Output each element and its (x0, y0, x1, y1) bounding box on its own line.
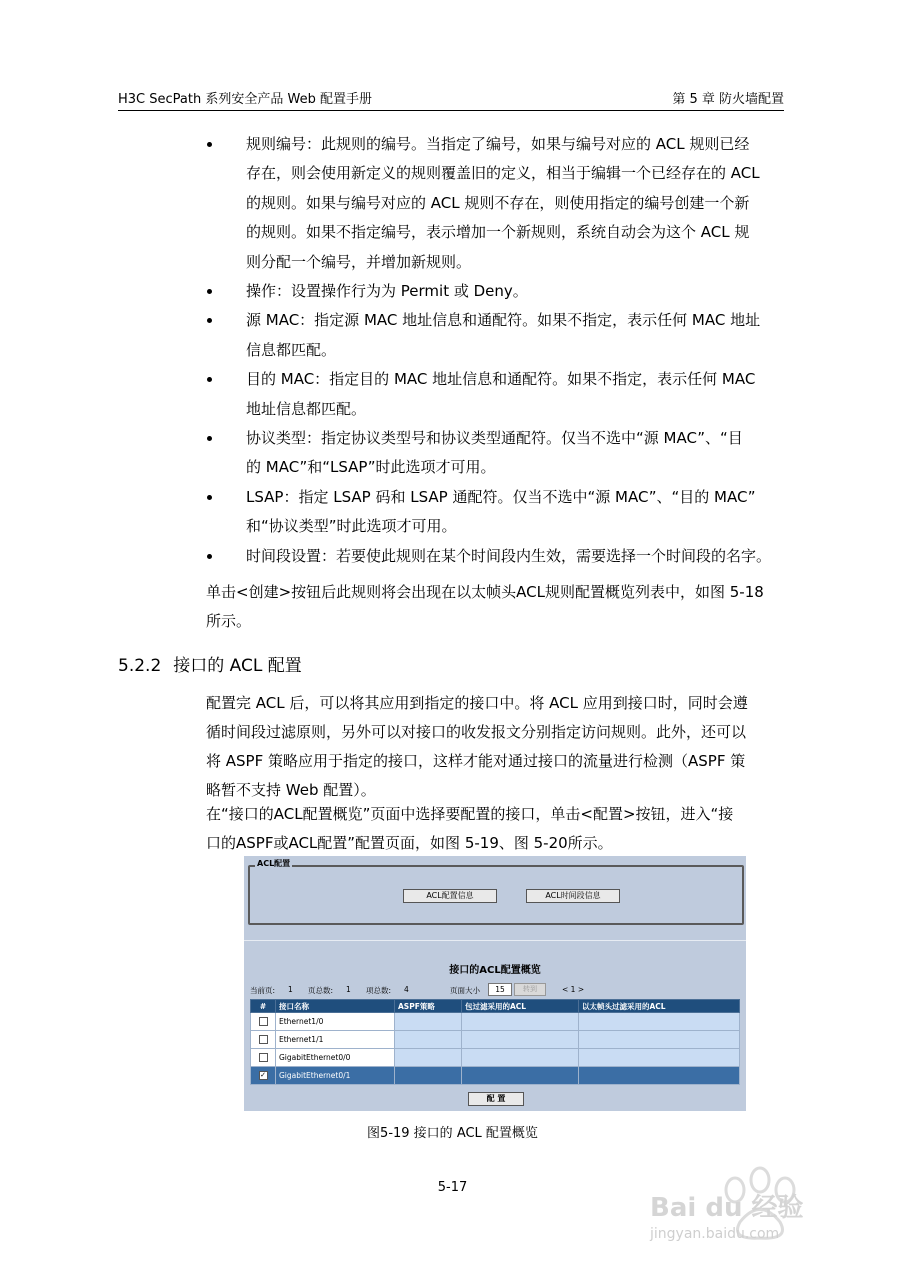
page-number: 5-17 (437, 1180, 468, 1195)
interface-acl-table (250, 999, 740, 1085)
text-line: 地址信息都匹配。 (246, 399, 367, 418)
text-line: 口的ASPF或ACL配置”配置页面，如图 5-19、图 5-20所示。 (206, 834, 613, 852)
bullet-dot-icon (207, 318, 212, 323)
section-title: 接口的 ACL 配置 (173, 656, 302, 676)
bullet-list (204, 130, 788, 571)
empty-cell (579, 1031, 740, 1049)
bullet-dot-icon (207, 377, 212, 382)
bullet-item (204, 277, 788, 306)
table-header-row (251, 1000, 740, 1013)
text-line: 时间段设置：若要使此规则在某个时间段内生效，需要选择一个时间段的名字。 (246, 546, 772, 565)
bullet-item (204, 542, 788, 571)
table-row[interactable] (251, 1013, 740, 1031)
text-line: 则分配一个编号，并增加新规则。 (246, 252, 472, 271)
checkbox-icon[interactable] (259, 1017, 268, 1026)
empty-cell (395, 1049, 462, 1067)
text-line: 配置完 ACL 后，可以将其应用到指定的接口中。将 ACL 应用到接口时，同时会遵 (206, 694, 748, 712)
jump-button[interactable]: 转到 (514, 983, 546, 996)
page-header (118, 86, 784, 111)
text-line: 的 MAC”和“LSAP”时此选项才可用。 (246, 458, 496, 477)
interface-name-cell: Ethernet1/0 (276, 1013, 395, 1031)
text-line: 将 ASPF 策略应用于指定的接口，这样才能对通过接口的流量进行检测（ASPF 策 (206, 752, 746, 770)
bullet-item (204, 365, 788, 424)
watermark-brand-text: Bai du 经验 (650, 1193, 804, 1223)
bullet-dot-icon (207, 436, 212, 441)
divider (244, 940, 746, 941)
total-pages-value: 1 (346, 985, 351, 994)
text-line: 协议类型：指定协议类型号和协议类型通配符。仅当不选中“源 MAC”、“目 (246, 429, 743, 448)
acl-config-info-button[interactable]: ACL配置信息 (403, 889, 497, 903)
row-select-cell (251, 1049, 276, 1067)
section-number: 5.2.2 (118, 656, 162, 676)
watermark-url: jingyan.baidu.com (650, 1226, 780, 1242)
interface-name-cell: GigabitEthernet0/1 (276, 1067, 395, 1085)
empty-cell (462, 1013, 579, 1031)
col-ethernet-filter-acl[interactable]: 以太帧头过滤采用的ACL (579, 1000, 740, 1013)
page-size-input[interactable]: 15 (488, 983, 512, 996)
text-line: 的规则。如果与编号对应的 ACL 规则不存在，则使用指定的编号创建一个新 (246, 193, 750, 212)
paragraph-intro (206, 689, 786, 805)
total-items-label: 项总数: (366, 986, 392, 995)
checkbox-checked-icon[interactable]: ✓ (260, 1071, 266, 1080)
empty-cell (395, 1031, 462, 1049)
overview-title: 接口的ACL配置概览 (449, 965, 541, 976)
text-line: 单击<创建>按钮后此规则将会出现在以太帧头ACL规则配置概览列表中，如图 5-18 (206, 583, 764, 601)
checkbox-icon[interactable] (259, 1053, 268, 1062)
header-chapter: 第 5 章 防火墙配置 (672, 92, 784, 107)
empty-cell (395, 1013, 462, 1031)
text-line: 略暂不支持 Web 配置）。 (206, 781, 376, 799)
empty-cell (579, 1049, 740, 1067)
text-line: 操作：设置操作行为为 Permit 或 Deny。 (246, 282, 528, 301)
text-line: 目的 MAC：指定目的 MAC 地址信息和通配符。如果不指定，表示任何 MAC (246, 370, 756, 389)
text-line: 源 MAC：指定源 MAC 地址信息和通配符。如果不指定，表示任何 MAC 地址 (246, 311, 761, 330)
text-line: 的规则。如果不指定编号，表示增加一个新规则，系统自动会为这个 ACL 规 (246, 223, 750, 242)
col-interface-name[interactable]: 接口名称 (276, 1000, 395, 1013)
text-line: 所示。 (206, 612, 252, 630)
watermark-brand (650, 1193, 804, 1288)
row-select-cell (251, 1013, 276, 1031)
text-line: LSAP：指定 LSAP 码和 LSAP 通配符。仅当不选中“源 MAC”、“目的 MAC” (246, 487, 756, 506)
text-line: 存在，则会使用新定义的规则覆盖旧的定义，相当于编辑一个已经存在的 ACL (246, 164, 760, 183)
paragraph-create (206, 578, 786, 636)
config-button[interactable]: 配 置 (468, 1092, 524, 1106)
header-title: H3C SecPath 系列安全产品 Web 配置手册 (118, 92, 372, 107)
acl-overview-screenshot (244, 856, 746, 1111)
empty-cell (395, 1067, 462, 1085)
checkbox-icon[interactable] (259, 1035, 268, 1044)
row-select-cell (251, 1031, 276, 1049)
bullet-dot-icon (207, 142, 212, 147)
fieldset-legend: ACL配置 (257, 859, 291, 868)
acl-config-fieldset (248, 859, 744, 925)
interface-name-cell: Ethernet1/1 (276, 1031, 395, 1049)
page-nav[interactable]: < 1 > (562, 985, 585, 994)
col-index: # (251, 1000, 276, 1013)
empty-cell (462, 1049, 579, 1067)
interface-name-cell: GigabitEthernet0/0 (276, 1049, 395, 1067)
table-row[interactable] (251, 1031, 740, 1049)
paragraph-steps (206, 800, 786, 858)
bullet-item (204, 483, 788, 542)
current-page-value: 1 (288, 985, 293, 994)
acl-time-info-button[interactable]: ACL时间段信息 (526, 889, 620, 903)
text-line: 规则编号：此规则的编号。当指定了编号，如果与编号对应的 ACL 规则已经 (246, 135, 750, 153)
bullet-dot-icon (207, 289, 212, 294)
col-aspf-policy[interactable]: ASPF策略 (395, 1000, 462, 1013)
bullet-dot-icon (207, 495, 212, 500)
section-heading (118, 651, 314, 676)
bullet-item (204, 306, 788, 365)
figure-caption: 图5-19 接口的 ACL 配置概览 (367, 1126, 538, 1141)
total-pages-label: 页总数: (308, 986, 334, 995)
current-page-label: 当前页: (250, 986, 276, 995)
text-line: 在“接口的ACL配置概览”页面中选择要配置的接口，单击<配置>按钮，进入“接 (206, 805, 734, 823)
total-items-value: 4 (404, 985, 409, 994)
empty-cell (579, 1067, 740, 1085)
empty-cell (462, 1067, 579, 1085)
page-size-label: 页面大小 (450, 986, 480, 995)
table-row[interactable] (251, 1049, 740, 1067)
row-select-cell (251, 1067, 276, 1085)
text-line: 循时间段过滤原则，另外可以对接口的收发报文分别指定访问规则。此外，还可以 (206, 723, 747, 741)
empty-cell (462, 1031, 579, 1049)
text-line: 和“协议类型”时此选项才可用。 (246, 517, 457, 536)
bullet-dot-icon (207, 554, 212, 559)
table-row[interactable] (251, 1067, 740, 1085)
bullet-item (204, 130, 788, 277)
bullet-item (204, 424, 788, 483)
col-packet-filter-acl[interactable]: 包过滤采用的ACL (462, 1000, 579, 1013)
text-line: 信息都匹配。 (246, 340, 337, 359)
empty-cell (579, 1013, 740, 1031)
